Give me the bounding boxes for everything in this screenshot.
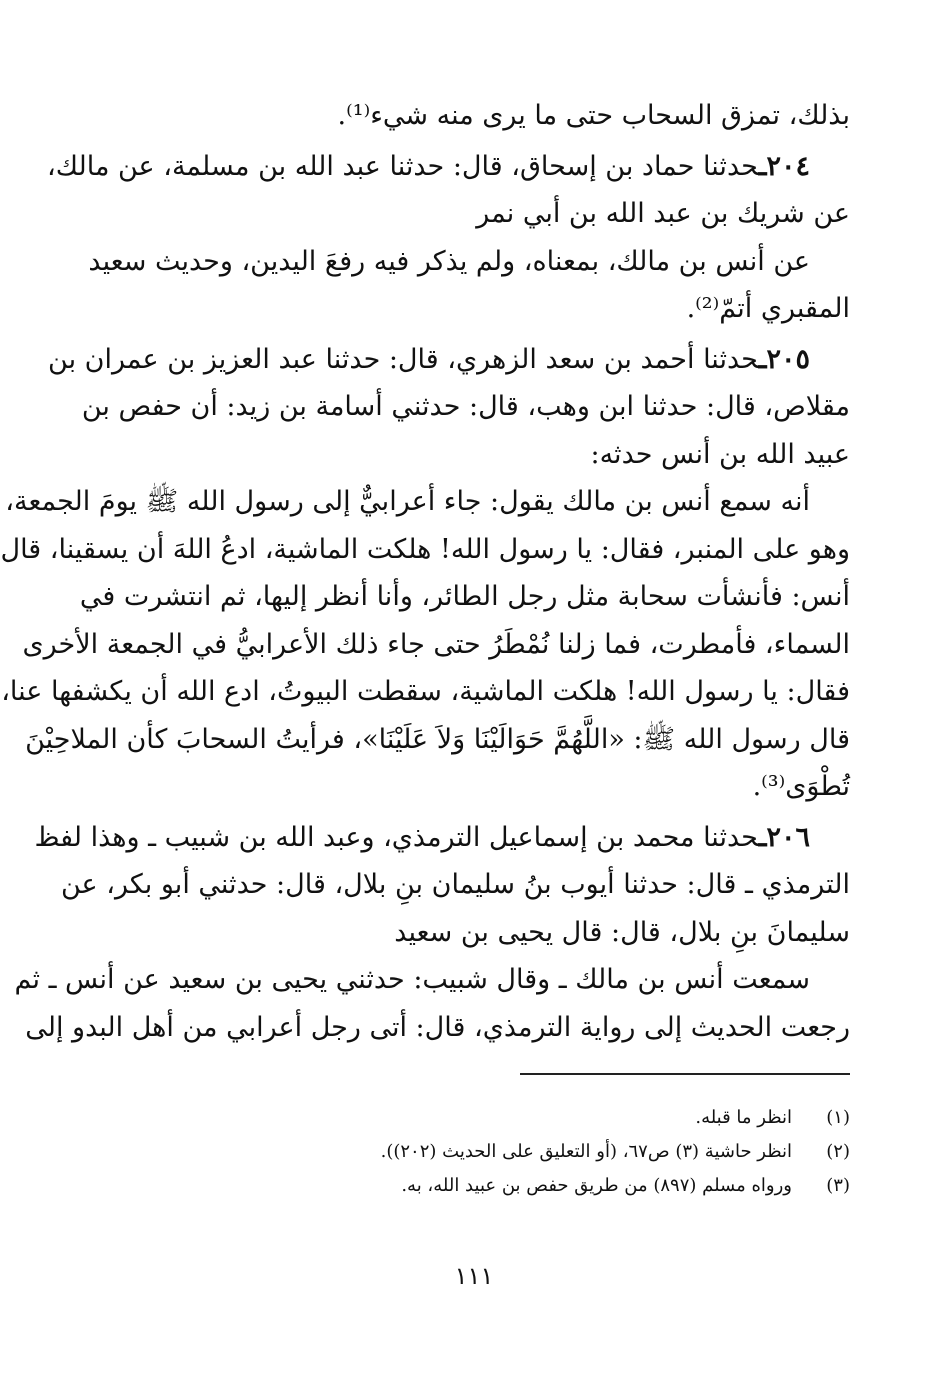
text-line [79, 573, 850, 621]
text-line [0, 526, 850, 574]
line-text: عبيد الله بن أنس حدثه: [590, 438, 850, 470]
footnote-text: انظر ما قبله. [695, 1107, 792, 1128]
text-line [81, 383, 850, 431]
text-line [48, 336, 850, 384]
line-text: عن أنس بن مالك، بمعناه، ولم يذكر فيه رفعَ اليدين، وحديث سعيد [88, 245, 810, 277]
line-text: حدثنا محمد بن إسماعيل الترمذي، وعبد الله بن شبيب ـ وهذا لفظ [34, 821, 759, 853]
line-text: سليمانَ بنِ بلال، قال: قال يحيى بن سعيد [394, 916, 850, 948]
footnote-divider [520, 1073, 850, 1075]
text-line [47, 143, 850, 191]
line-text: تُطْوَى⁽³⁾. [752, 771, 850, 802]
line-text: حدثنا حماد بن إسحاق، قال: حدثنا عبد الله بن مسلمة، عن مالك، [47, 150, 759, 182]
footnote-number: (٢) [826, 1141, 850, 1162]
text-line [100, 190, 850, 238]
footnote-number: (٣) [826, 1175, 850, 1196]
hadith-number: ٢٠٤ـ [758, 150, 810, 182]
text-line [100, 92, 850, 140]
text-line [25, 1004, 850, 1052]
footnote-text: ورواه مسلم (٨٩٧) من طريق حفص بن عبيد الله، به. [401, 1175, 792, 1196]
text-line [14, 956, 850, 1004]
text-line [88, 238, 850, 286]
line-text: قال رسول الله ﷺ: «اللَّهُمَّ حَوَالَيْنَا وَلاَ عَلَيْنَا»، فرأيتُ السحابَ كأن الملاحِيْنَ [25, 723, 850, 755]
text-line [100, 285, 850, 333]
text-line [25, 716, 850, 764]
text-line [100, 909, 850, 957]
text-line [34, 814, 850, 862]
page-number: ١١١ [454, 1262, 494, 1290]
footnotes [100, 1101, 850, 1203]
text-line [100, 763, 850, 811]
line-text: عن شريك بن عبد الله بن أبي نمر [476, 198, 850, 229]
line-text: الترمذي ـ قال: حدثنا أيوب بنُ سليمان بنِ بلال، قال: حدثني أبو بكر، عن [60, 869, 850, 900]
footnote-text: انظر حاشية (٣) ص٦٧، (أو التعليق على الحديث (٢٠٢)). [380, 1141, 792, 1162]
line-text: مقلاص، قال: حدثنا ابن وهب، قال: حدثني أسامة بن زيد: أن حفص بن [81, 391, 850, 422]
line-text: حدثنا أحمد بن سعد الزهري، قال: حدثنا عبد العزيز بن عمران بن [48, 343, 759, 375]
footnote-number: (١) [826, 1107, 850, 1128]
text-line [1, 668, 850, 716]
footnote [100, 1135, 850, 1169]
text-line [5, 478, 850, 526]
main-text [0, 92, 850, 1051]
line-text: أنه سمع أنس بن مالك يقول: جاء أعرابيٌّ إلى رسول الله ﷺ يومَ الجمعة، [5, 486, 810, 517]
text-line [60, 861, 850, 909]
line-text: سمعت أنس بن مالك ـ وقال شبيب: حدثني يحيى بن سعيد عن أنس ـ ثم [14, 964, 810, 995]
line-text: المقبري أتمّ⁽²⁾. [686, 293, 850, 324]
line-text: السماء، فأمطرت، فما زلنا نُمْطَرُ حتى جاء ذلك الأعرابيُّ في الجمعة الأخرى [22, 628, 850, 660]
hadith-number: ٢٠٦ـ [758, 821, 810, 853]
line-text: أنس: فأنشأت سحابة مثل رجل الطائر، وأنا أنظر إليها، ثم انتشرت في [79, 581, 850, 612]
footnote [100, 1101, 850, 1135]
text-line [22, 621, 850, 669]
text-line [100, 431, 850, 479]
footnote [100, 1169, 850, 1203]
line-text: رجعت الحديث إلى رواية الترمذي، قال: أتى رجل أعرابي من أهل البدو إلى [25, 1011, 850, 1043]
line-text: فقال: يا رسول الله! هلكت الماشية، سقطت البيوتُ، ادع الله أن يكشفها عنا، [1, 676, 850, 707]
line-text: بذلك، تمزق السحاب حتى ما يرى منه شيء⁽¹⁾. [337, 100, 850, 131]
hadith-number: ٢٠٥ـ [758, 343, 810, 375]
line-text: وهو على المنبر، فقال: يا رسول الله! هلكت الماشية، ادعُ اللهَ أن يسقينا، قال [0, 533, 850, 565]
